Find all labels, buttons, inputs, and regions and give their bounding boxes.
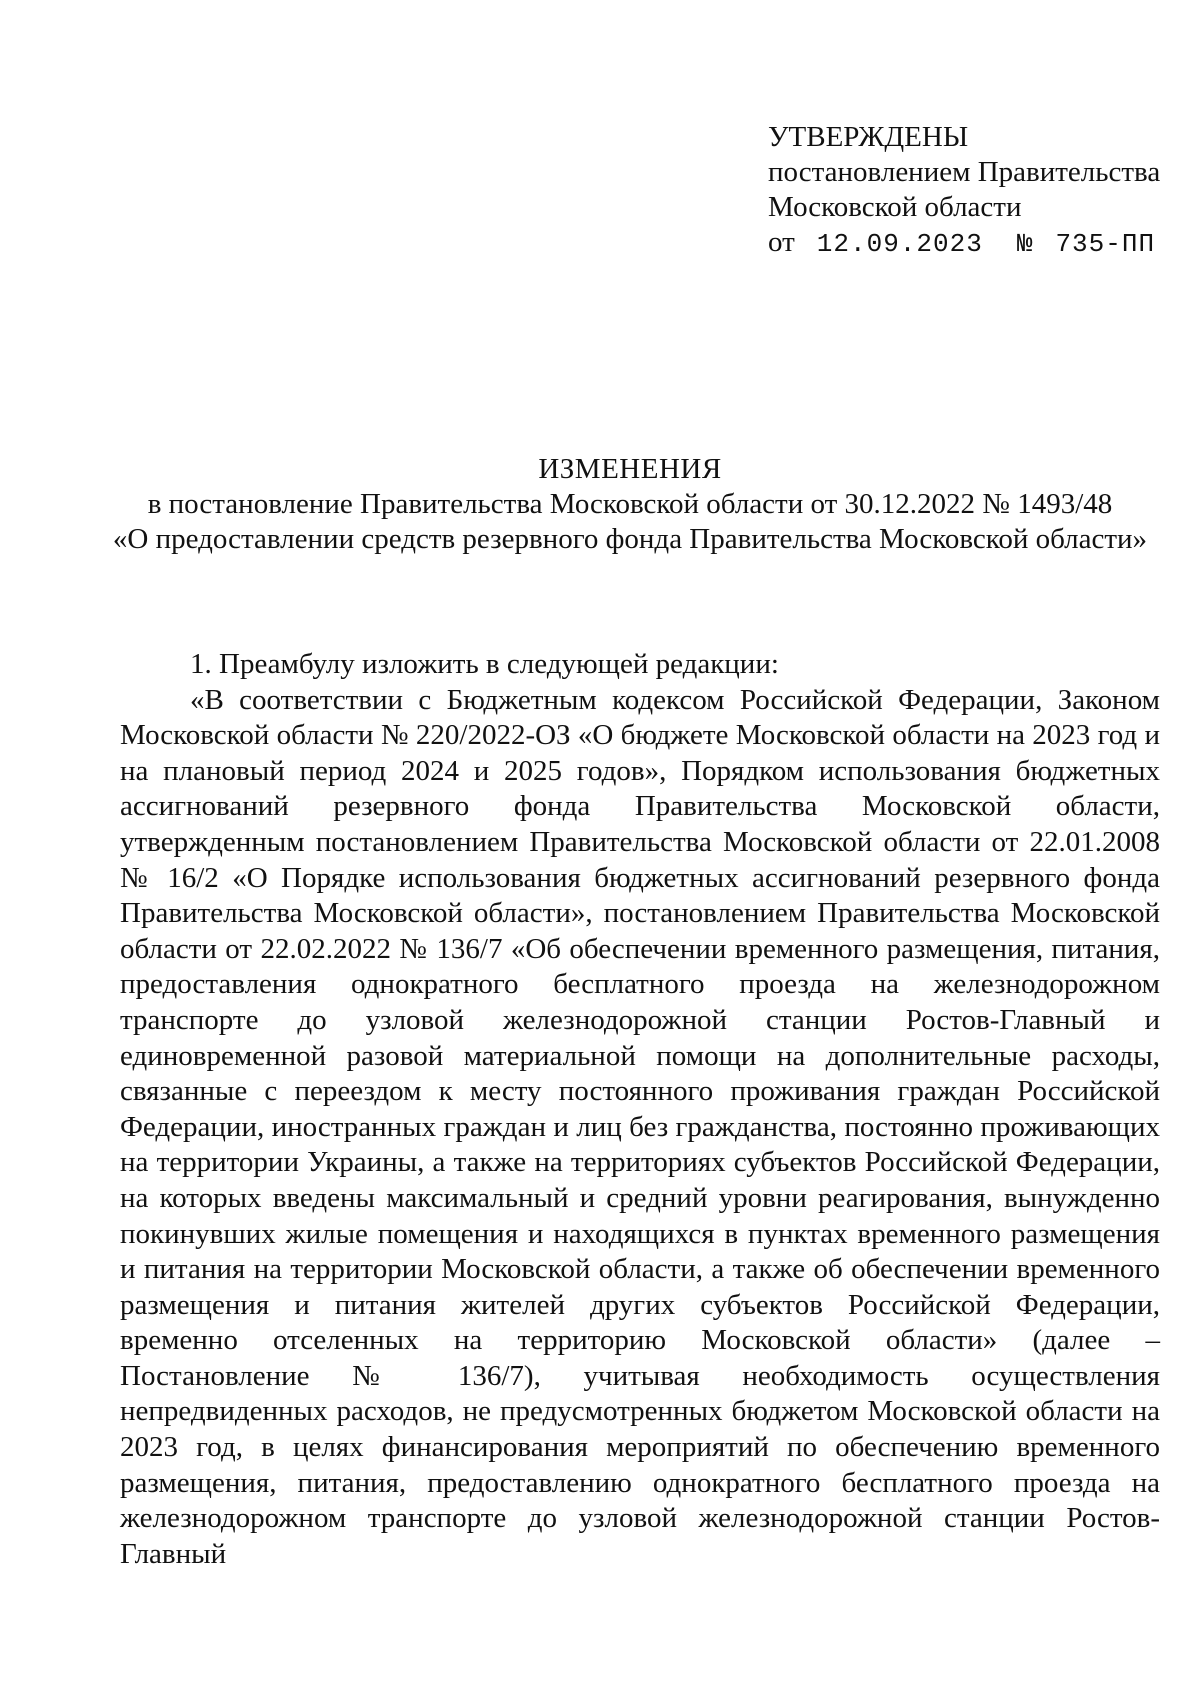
document-title: ИЗМЕНЕНИЯ (538, 453, 722, 485)
item-1-heading: 1. Преамбулу изложить в следующей редакции: (190, 648, 779, 680)
approval-date-prefix: от (768, 226, 795, 258)
approval-date: 12.09.2023 (816, 229, 983, 259)
approval-number-sign: № (1016, 229, 1034, 259)
document-body (120, 647, 1160, 1572)
approval-heading: УТВЕРЖДЕНЫ (768, 121, 969, 153)
approval-line-2: Московской области (768, 191, 1022, 223)
approval-line-1: постановлением Правительства (768, 156, 1161, 188)
approval-block (768, 120, 1188, 262)
approval-number: 735-ПП (1055, 229, 1156, 259)
preamble-paragraph: «В соответствии с Бюджетным кодексом Российской Федерации, Законом Московской области № 220/2022-ОЗ «О бюджете Московской области на 2023 год и на плановый период 2024 и 2025 годов», Порядком использования бюджетных ассигнований резервного фонда Правительства Московской области, утвержденным постановлением Правительства Московской области от 22.01.2008 № 16/2 «О Порядке использования бюджетных ассигнований резервного фонда Правительства Московской области», постановлением Правительства Московской области от 22.02.2022 № 136/7 «Об обеспечении временного размещения, питания, предоставления однократного бесплатного проезда на железнодорожном транспорте до узловой железнодорожной станции Ростов-Главный и единовременной разовой материальной помощи на дополнительные расходы, связанные с переездом к месту постоянного проживания граждан Российской Федерации, иностранных граждан и лиц без гражданства, постоянно проживающих на территории Украины, а также на территориях субъектов Российской Федерации, на которых введены максимальный и средний уровни реагирования, вынужденно покинувших жилые помещения и находящихся в пунктах временного размещения и питания на территории Московской области, а также об обеспечении временного размещения и питания жителей других субъектов Российской Федерации, временно отселенных на территорию Московской области» (далее – Постановление № 136/7), учитывая необходимость осуществления непредвиденных расходов, не предусмотренных бюджетом Московской области на 2023 год, в целях финансирования мероприятий по обеспечению временного размещения, питания, предоставлению однократного бесплатного проезда на железнодорожном транспорте до узловой железнодорожной станции Ростов-Главный (120, 683, 1160, 1570)
document-subtitle-line-1: в постановление Правительства Московской области от 30.12.2022 № 1493/48 (147, 488, 1113, 520)
document-title-block (100, 452, 1160, 557)
approval-date-line (768, 225, 1188, 262)
document-subtitle-line-2: «О предоставлении средств резервного фонда Правительства Московской области» (112, 523, 1148, 555)
